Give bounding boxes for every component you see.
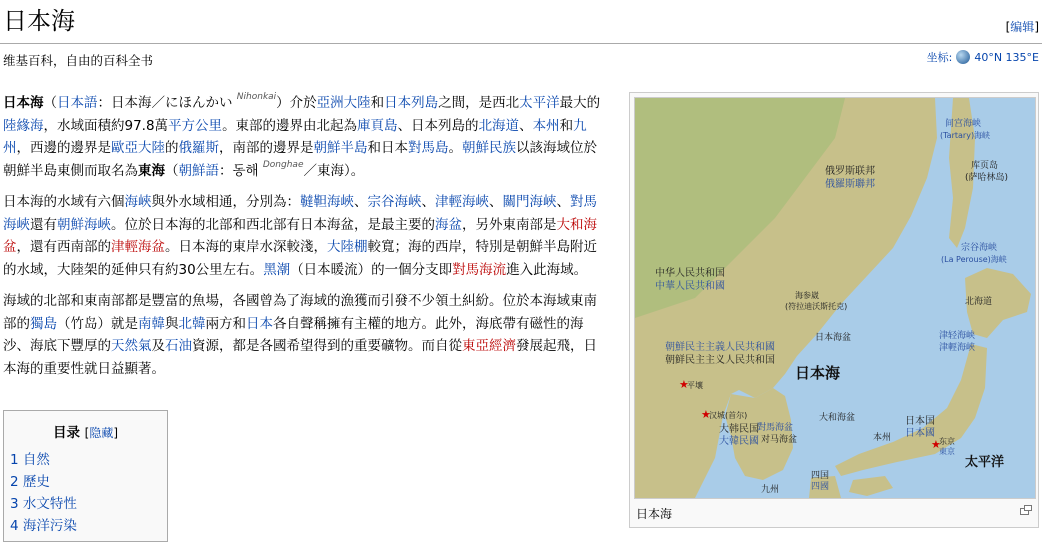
label-tsugaru: 津轻海峡 xyxy=(939,331,976,341)
link[interactable]: 太平洋 xyxy=(519,95,560,111)
link[interactable]: 亞洲大陸 xyxy=(316,95,371,111)
paragraph-intro: 日本海（日本語：日本海／にほんかい $^{Nihonkai}$）介於亞洲大陸和日本列島之間，是西北太平洋最大的陸緣海，水域面積約97.8萬平方公里。東部的邊界由北起為庫頁島、日本列島的北海道、本州和九州，西邊的邊界是歐亞大陸的俄羅斯，南部的邊界是朝鮮半島和日本對馬島。朝鮮民族以該海域位於朝鮮半島東側而取名為東海（朝鮮語：동해 $^{Donghae}$／東海）。 xyxy=(3,92,601,179)
term-bold: 東海 xyxy=(138,162,165,179)
toc-item[interactable]: 4 海洋污染 xyxy=(10,518,77,534)
site-subtitle: 维基百科，自由的百科全书 xyxy=(3,53,154,68)
coordinates xyxy=(927,49,1039,65)
map-caption: 日本海 xyxy=(636,507,673,521)
enlarge-icon[interactable] xyxy=(1020,505,1032,515)
link[interactable]: 朝鮮半島 xyxy=(313,140,368,156)
link[interactable]: 日本列島 xyxy=(384,95,439,111)
link[interactable]: 石油 xyxy=(165,338,192,354)
title-divider xyxy=(0,43,1042,44)
romanization: Donghae xyxy=(262,159,304,170)
redlink[interactable]: 對馬海流 xyxy=(452,261,507,278)
label-tsushima-basin-tw: 對馬海盆 xyxy=(757,423,794,433)
label-seoul: 汉城(首尔) xyxy=(709,411,748,420)
label-soya: 宗谷海峡 xyxy=(961,243,998,253)
label-sakhalin-alt: (萨哈林岛) xyxy=(965,173,1009,183)
label-honshu: 本州 xyxy=(873,433,892,443)
link[interactable]: 大陸棚 xyxy=(327,239,368,255)
star-pyongyang-icon: ★ xyxy=(679,378,689,391)
label-tokyo: 东京 xyxy=(939,437,955,446)
globe-icon[interactable] xyxy=(956,50,970,64)
label-china-tw: 中華人民共和國 xyxy=(655,281,725,292)
label-vladivostok-alt: (符拉迪沃斯托克) xyxy=(785,302,848,311)
page-title: 日本海 xyxy=(3,7,75,35)
redlink[interactable]: 東亞經濟 xyxy=(462,338,516,354)
link[interactable]: 關門海峽 xyxy=(502,194,557,210)
link[interactable]: 海盆 xyxy=(435,216,462,233)
label-mamiya: 间宫海峡 xyxy=(945,119,982,129)
label-pyongyang: 平壤 xyxy=(687,381,703,390)
link[interactable]: 黑潮 xyxy=(263,261,291,278)
link[interactable]: 歐亞大陸 xyxy=(111,140,165,156)
label-tokyo-tw: 東京 xyxy=(939,447,955,456)
table-of-contents xyxy=(3,410,168,542)
label-sk: 大韩民国 xyxy=(719,424,759,435)
label-hokkaido: 北海道 xyxy=(965,297,993,307)
star-seoul-icon: ★ xyxy=(701,408,711,421)
link[interactable]: 庫頁島 xyxy=(357,117,398,134)
paragraph-straits: 日本海的水域有六個海峽與外水域相通，分別為：韃靼海峽、宗谷海峽、津輕海峽、關門海峽、對馬海峽還有朝鮮海峽。位於日本海的北部和西北部有日本海盆，是最主要的海盆，另外東南部是大和海盆，還有西南部的津輕海盆。日本海的東岸水深較淺，大陸棚較寬；海的西岸，特別是朝鮮半島附近的水域，大陸架的延伸只有約30公里左右。黑潮（日本暖流）的一個分支即對馬海流進入此海域。 xyxy=(3,194,597,278)
coord-link[interactable]: 40°N 135°E xyxy=(974,50,1039,64)
toc-header: 目录 [隐藏] xyxy=(52,425,119,441)
label-japan-tw: 日本國 xyxy=(905,428,935,439)
link[interactable]: 朝鮮海峽 xyxy=(57,216,111,233)
link[interactable]: 平方公里 xyxy=(168,117,223,134)
label-tsugaru-tw: 津輕海峽 xyxy=(939,343,976,353)
toc-hide-link[interactable]: 隐藏 xyxy=(89,426,114,440)
link[interactable]: 韃靼海峽 xyxy=(300,194,354,210)
label-sea: 日本海 xyxy=(795,364,841,382)
map-image[interactable] xyxy=(634,97,1036,499)
label-basin: 日本海盆 xyxy=(815,333,852,343)
link[interactable]: 朝鮮語 xyxy=(178,162,219,179)
link[interactable]: 南韓 xyxy=(138,315,165,332)
link[interactable]: 北海道 xyxy=(478,117,520,134)
label-mamiya-alt: (Tartary)海峡 xyxy=(940,131,991,140)
romanization: Nihonkai xyxy=(236,92,277,102)
edit-section: [编辑] xyxy=(1005,20,1039,34)
link[interactable]: 對馬海峽 xyxy=(3,194,597,233)
toc-list xyxy=(10,449,167,537)
label-sakhalin: 库页岛 xyxy=(971,161,999,171)
label-china: 中华人民共和国 xyxy=(655,268,725,279)
link[interactable]: 獨島 xyxy=(30,315,57,332)
label-vladivostok: 海参崴 xyxy=(795,291,819,300)
link[interactable]: 對馬島 xyxy=(408,140,449,156)
label-tsushima-basin: 对马海盆 xyxy=(761,435,798,445)
term-bold: 日本海 xyxy=(3,95,44,111)
label-pacific: 太平洋 xyxy=(965,455,1005,470)
label-shikoku: 四国 xyxy=(811,471,830,481)
toc-item[interactable]: 2 歷史 xyxy=(10,474,50,490)
link[interactable]: 日本語 xyxy=(57,95,98,111)
paragraph-resources: 海域的北部和東南部都是豐富的魚場，各國曾為了海域的漁獲而引發不少領土糾紛。位於本海域東南部的獨島（竹岛）就是南韓與北韓兩方和日本各自聲稱擁有主權的地方。此外，海底帶有磁性的海沙、海底下豐厚的天然氣及石油資源，都是各國希望得到的重要礦物。而自從東亞經濟發展起飛，日本海的重要性就日益顯著。 xyxy=(3,293,597,377)
redlink[interactable]: 津輕海盆 xyxy=(111,239,165,255)
link[interactable]: 本州 xyxy=(532,117,560,134)
map-thumbnail xyxy=(629,92,1039,528)
link[interactable]: 海峽 xyxy=(124,194,152,210)
link[interactable]: 北韓 xyxy=(178,315,206,332)
toc-item[interactable]: 1 自然 xyxy=(10,452,50,468)
edit-link[interactable]: 编辑 xyxy=(1010,20,1035,34)
label-japan: 日本国 xyxy=(905,416,935,427)
coord-label: 坐标: xyxy=(926,51,953,64)
link[interactable]: 陸緣海 xyxy=(3,117,44,134)
link[interactable]: 俄羅斯 xyxy=(178,140,219,156)
label-russia-tw: 俄羅斯聯邦 xyxy=(825,179,875,190)
label-kyushu: 九州 xyxy=(761,485,780,495)
link[interactable]: 津輕海峽 xyxy=(435,194,489,210)
label-nk: 朝鲜民主主义人民共和国 xyxy=(665,355,775,366)
japan-sea-map xyxy=(635,98,1035,498)
link[interactable]: 朝鮮民族 xyxy=(462,140,516,156)
label-sk-tw: 大韓民國 xyxy=(719,436,759,447)
toc-title: 目录 xyxy=(52,425,80,441)
star-tokyo-icon: ★ xyxy=(931,438,941,451)
label-russia: 俄罗斯联邦 xyxy=(825,166,875,177)
link[interactable]: 天然氣 xyxy=(111,338,152,354)
toc-item[interactable]: 3 水文特性 xyxy=(10,496,77,512)
redlink[interactable]: 大和海盆 xyxy=(3,216,597,255)
link[interactable]: 九州 xyxy=(3,117,587,156)
label-yamato: 大和海盆 xyxy=(819,413,856,423)
article-body xyxy=(3,92,609,389)
label-shikoku-tw: 四國 xyxy=(811,482,830,492)
label-soya-alt: (La Perouse)海峡 xyxy=(941,255,1007,264)
label-nk-tw: 朝鮮民主主義人民共和國 xyxy=(665,342,775,353)
link[interactable]: 日本 xyxy=(246,315,273,332)
link[interactable]: 宗谷海峽 xyxy=(367,194,422,210)
